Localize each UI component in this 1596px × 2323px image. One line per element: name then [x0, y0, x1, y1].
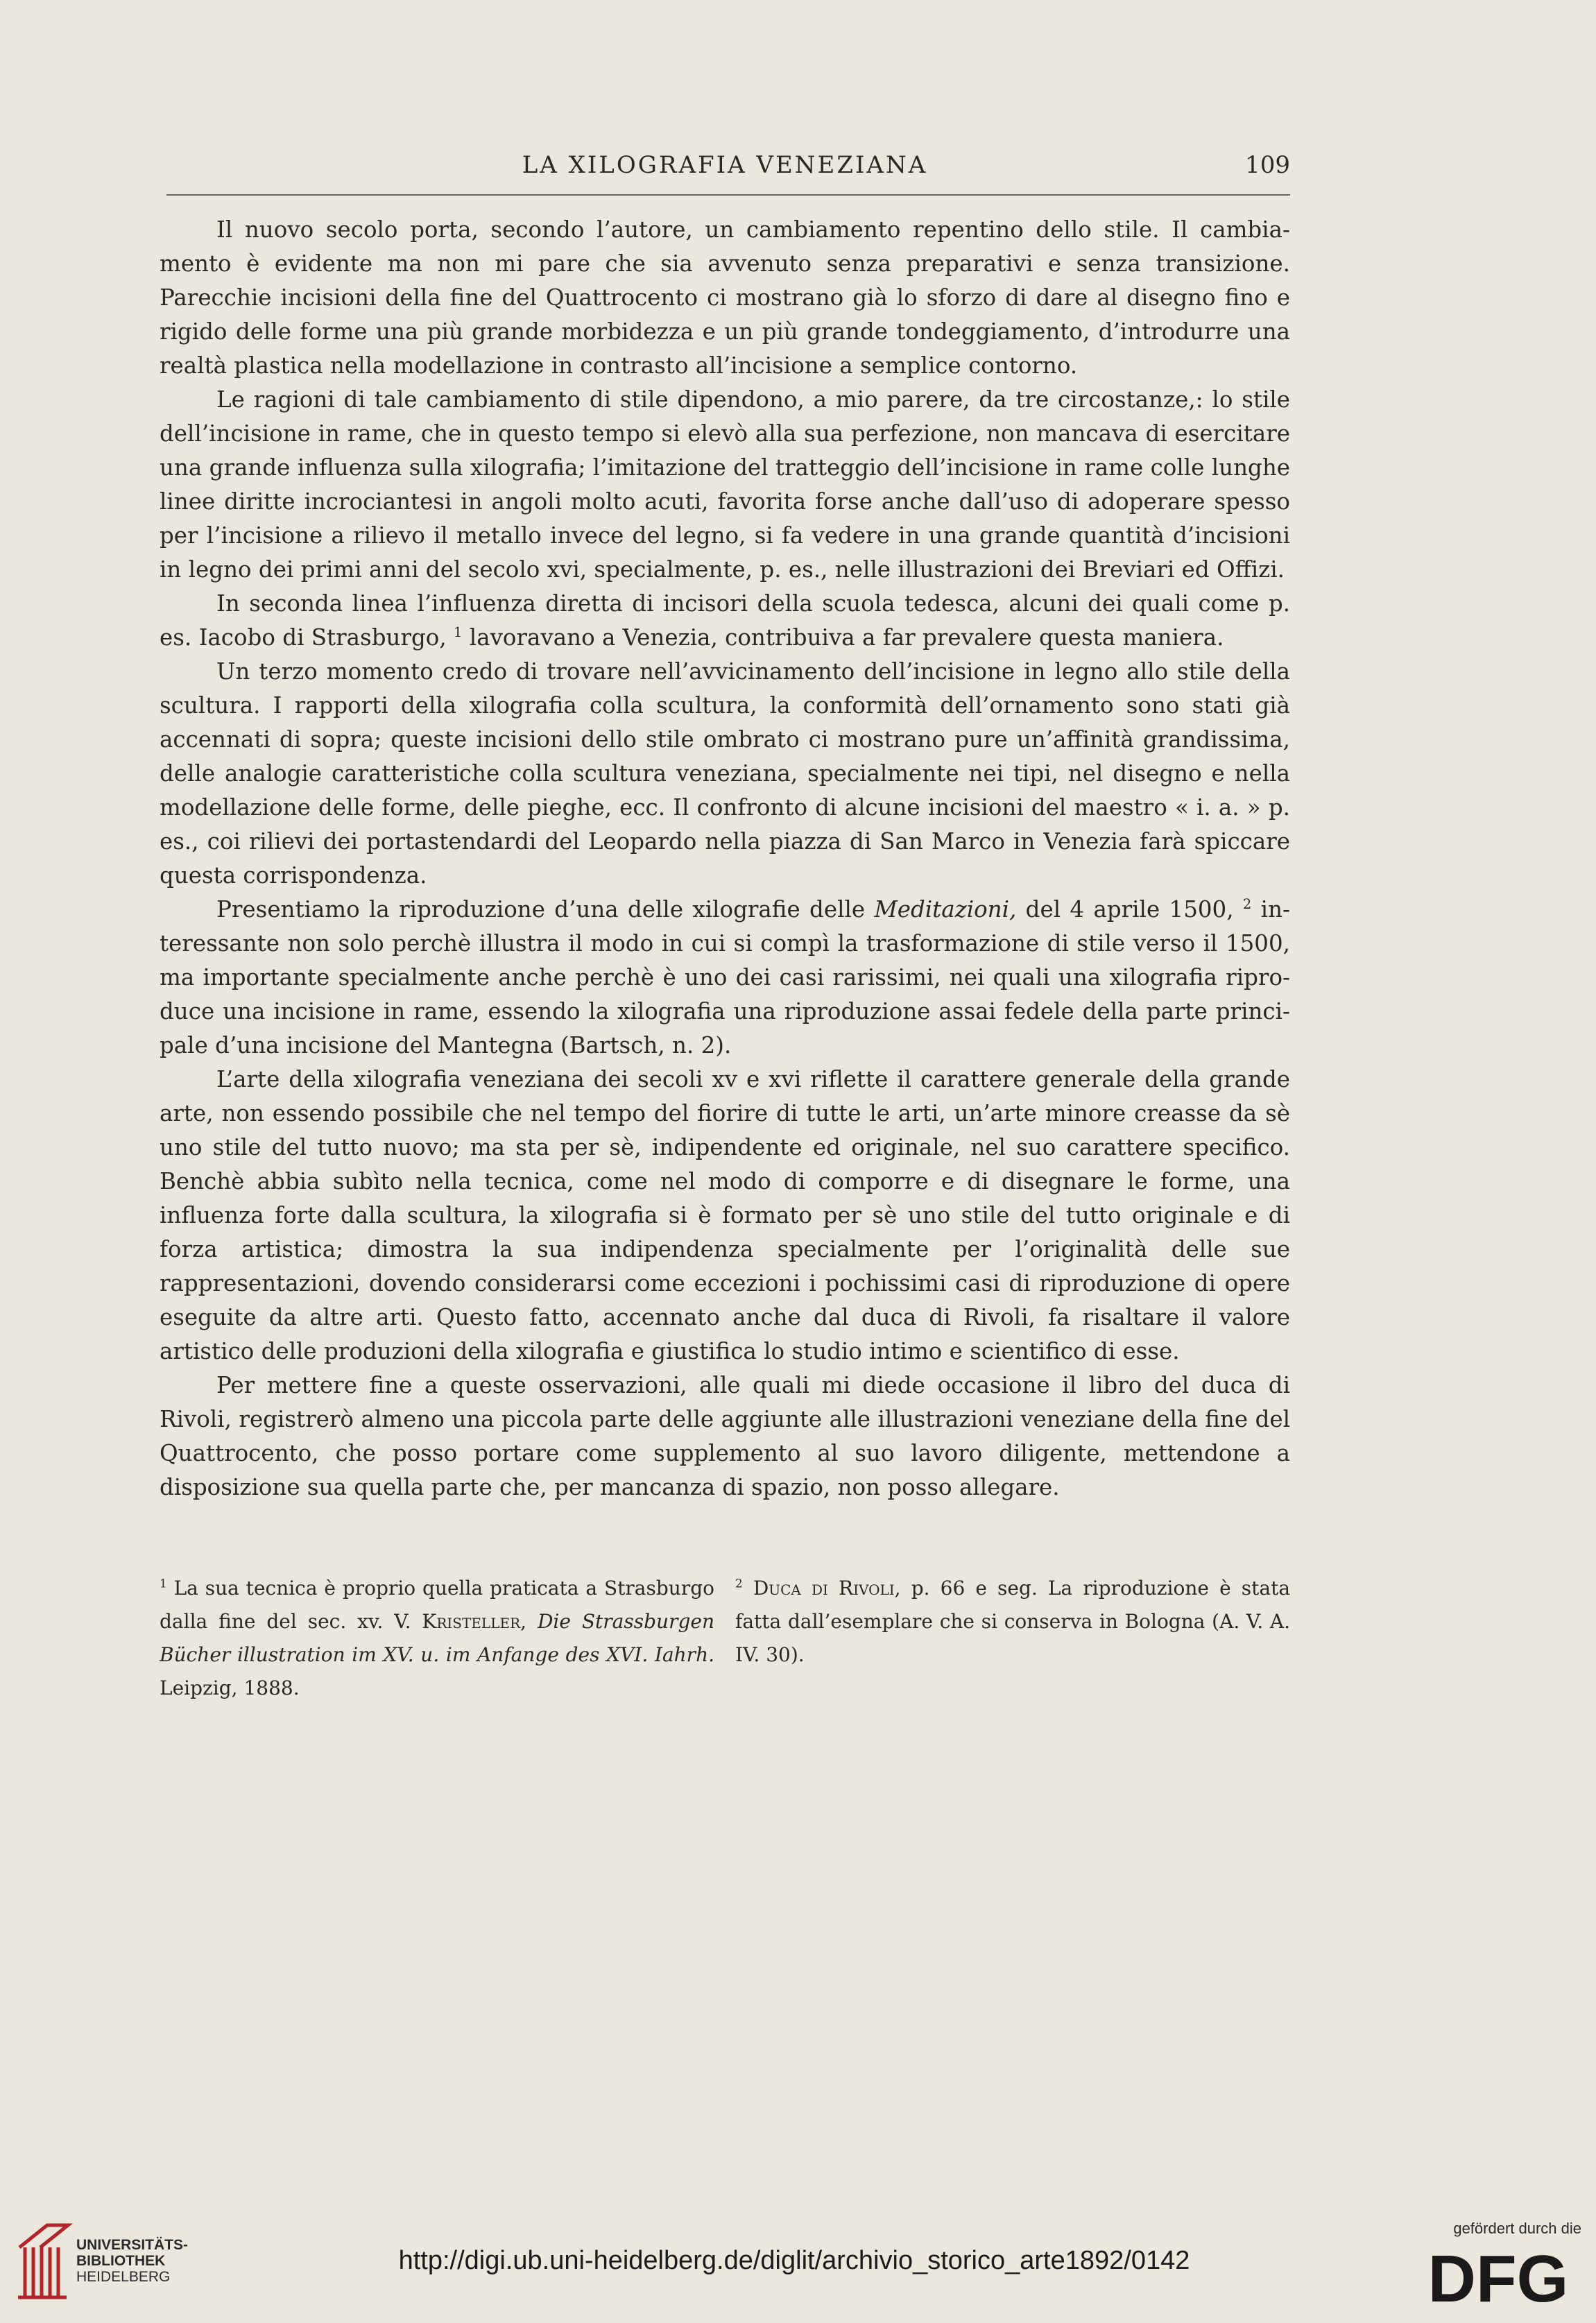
running-header [160, 147, 1290, 189]
library-line-2: BIBLIOTHEK [76, 2253, 166, 2269]
footnote-ref-2[interactable]: 2 [1242, 896, 1252, 913]
library-line-3: HEIDELBERG [76, 2269, 171, 2285]
university-library-name [76, 2237, 188, 2285]
paragraph-4: Un terzo momento credo di trovare nell’avvicinamento dell’incisione in legno allo stile della scultura. I rapporti della xilografia colla scultura, la conformità dell’ornamento sono stati già accennati di sopra; queste incisioni dello stile ombrato ci mostrano pure un’affinità grandissima, delle analogie caratteristiche colla scultura veneziana, specialmente nei tipi, nel disegno e nella modellazione delle forme, delle pieghe, ecc. Il confronto di alcune incisioni del maestro « i. a. » p. es., coi rilievi dei portastendardi del Leopardo nella piazza di San Marco in Venezia farà spiccare questa corrispondenza. [160, 658, 1290, 889]
library-line-1: UNIVERSITÄTS- [76, 2237, 189, 2253]
paragraph-5-text-b: del 4 aprile 1500, [1025, 896, 1234, 923]
paragraph-5-text-c: interessante non solo perchè illustra il modo in cui si compì la trasformazione di stile verso il 1500, ma importante specialmente anche perchè è uno dei casi rarissimi, nei quali una xilografia riproduce una incisione in rame, essendo la xilografia una riproduzione assai fedele della parte principale d’una incisione del Mantegna (Bartsch, n. 2). [160, 896, 1290, 1058]
running-title: LA XILOGRAFIA VENEZIANA [522, 151, 928, 179]
funding-note: gefördert durch die [1453, 2220, 1581, 2237]
footnote-1-number: 1 [160, 1576, 167, 1591]
header-rule [166, 194, 1290, 196]
dfg-logo-text: DFG [1427, 2242, 1569, 2310]
permalink-url[interactable]: http://digi.ub.uni-heidelberg.de/diglit/archivio_storico_arte1892/0142 [398, 2246, 1190, 2275]
footnote-2-text: p. 66 e seg. La riproduzione è stata fatta dall’esemplare che si conserva in Bologna (A. V. A. IV. 30). [735, 1577, 1291, 1666]
footnote-2-author: Duca di Rivoli, [753, 1577, 901, 1600]
footnote-1-title: Die Strassburgen Bücher illustration im XV. u. im Anfange des XVI. Iahrh. [160, 1610, 714, 1666]
footnote-1-text-b: Leipzig, 1888. [160, 1677, 300, 1699]
footnote-2-number: 2 [735, 1576, 743, 1591]
footnote-1 [160, 1572, 714, 1705]
paragraph-6: L’arte della xilografia veneziana dei secoli xv e xvi riflette il carattere generale della grande arte, non essendo possibile che nel tempo del fiorire di tutte le arti, un’arte minore creasse da sè uno stile del tutto nuovo; ma sta per sè, indipendente ed originale, nel suo carattere specifico. Benchè abbia subìto nella tecnica, come nel modo di comporre e di disegnare le forme, una influenza forte dalla scultura, la xilografia si è formato per sè uno stile del tutto originale e di forza artistica; dimostra la sua indipendenza specialmente per l’originalità delle sue rappresentazioni, dovendo considerarsi come eccezioni i pochissimi casi di riproduzione di opere eseguite da altre arti. Questo fatto, accennato anche dal duca di Rivoli, fa risaltare il valore artistico delle produzioni della xilografia e giustifica lo studio intimo e scientifico di esse. [160, 1066, 1290, 1364]
paragraph-1: Il nuovo secolo porta, secondo l’autore, un cambiamento repentino dello stile. Il cambiamento è evidente ma non mi pare che sia avvenuto senza preparativi e senza transizione. Parecchie incisioni della fine del Quattrocento ci mostrano già lo sforzo di dare al disegno fino e rigido delle forme una più grande morbidezza e un più grande tondeggiamento, d’introdurre una realtà plastica nella modellazione in contrasto all’incisione a semplice contorno. [160, 216, 1290, 379]
book-title-meditazioni: Meditazioni, [874, 896, 1017, 923]
paragraph-3 [160, 587, 1290, 655]
footnote-1-author: Kristeller, [422, 1610, 527, 1633]
footnote-2 [735, 1572, 1290, 1672]
dfg-logo-icon[interactable] [1415, 2240, 1581, 2310]
paragraph-5 [160, 893, 1290, 1063]
paragraph-3-text-b: lavoravano a Venezia, contribuiva a far prevalere questa maniera. [469, 624, 1224, 651]
page-number: 109 [1245, 151, 1290, 179]
paragraph-7: Per mettere fine a queste osservazioni, alle quali mi diede occasione il libro del duca di Rivoli, registrerò almeno una piccola parte delle aggiunte alle illustrazioni veneziane della fine del Quattrocento, che posso portare come supplemento al suo lavoro diligente, mettendone a disposizione sua quella parte che, per mancanza di spazio, non posso allegare. [160, 1372, 1290, 1500]
paragraph-2: Le ragioni di tale cambiamento di stile dipendono, a mio parere, da tre circostanze,: lo stile dell’incisione in rame, che in questo tempo si elevò alla sua perfezione, non mancava di esercitare una grande influenza sulla xilografia; l’imitazione del tratteggio dell’incisione in rame colle lunghe linee diritte incrociantesi in angoli molto acuti, favorita forse anche dall’uso di adoperare spesso per l’incisione a rilievo il metallo invece del legno, si fa vedere in una grande quantità d’incisioni in legno dei primi anni del secolo xvi, specialmente, p. es., nelle illustrazioni dei Breviari ed Offizi. [160, 386, 1290, 583]
body-text [160, 213, 1290, 1505]
paragraph-3-text-a: In seconda linea l’influenza diretta di incisori della scuola tedesca, alcuni dei quali come p. es. Iacobo di Strasburgo, [160, 590, 1290, 651]
paragraph-5-text-a: Presentiamo la riproduzione d’una delle xilografie delle [216, 896, 866, 923]
footnote-ref-1[interactable]: 1 [454, 624, 463, 641]
footnote-1-text-a: La sua tecnica è proprio quella praticata a Strasburgo dalla fine del sec. xv. V. [160, 1577, 714, 1633]
